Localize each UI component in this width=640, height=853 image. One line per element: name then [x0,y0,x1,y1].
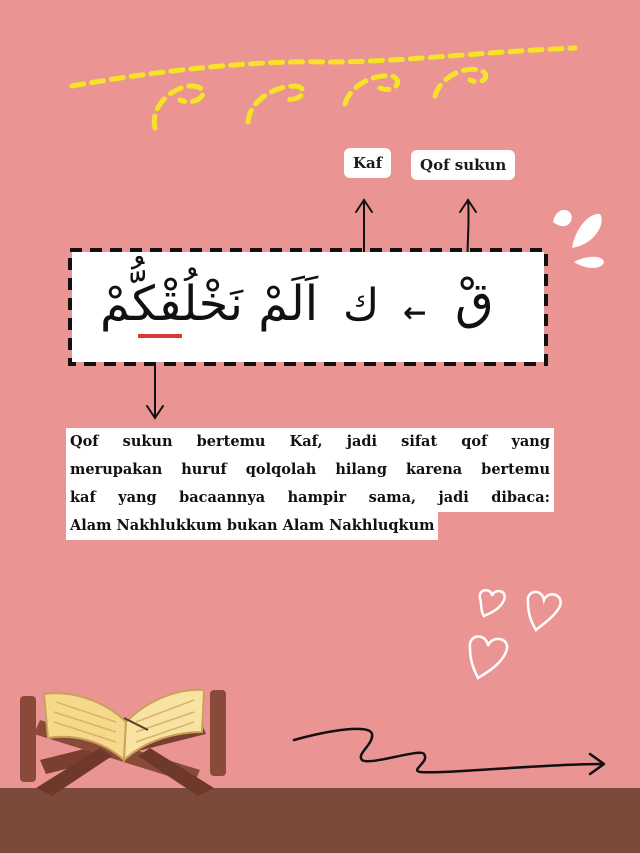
qaf-sukun-letter: قْ [455,272,494,330]
kaf-letter: ك [343,280,380,331]
highlight-underline [138,334,182,338]
explanation-line: Alam Nakhlukkum bukan Alam Nakhluqkum [66,512,438,540]
quran-stand-icon [20,690,226,796]
arabic-verse: اَلَمْ نَخْلُقْكُّمْ [100,276,319,332]
kaf-label: Kaf [344,148,391,178]
splash-marks [553,210,604,268]
qof-sukun-label: Qof sukun [411,150,515,180]
yellow-dashed-scribble [72,48,575,128]
explanation-text [66,428,554,540]
explanation-line: Qof sukun bertemu Kaf, jadi sifat qof yang [66,428,554,456]
explanation-line: kaf yang bacaannya hampir sama, jadi dibaca: [66,484,554,512]
left-arrow-icon: ← [403,296,427,329]
squiggle-arrow [294,729,604,774]
explanation-line: merupakan huruf qolqolah hilang karena bertemu [66,456,554,484]
heart-icons [470,590,561,678]
